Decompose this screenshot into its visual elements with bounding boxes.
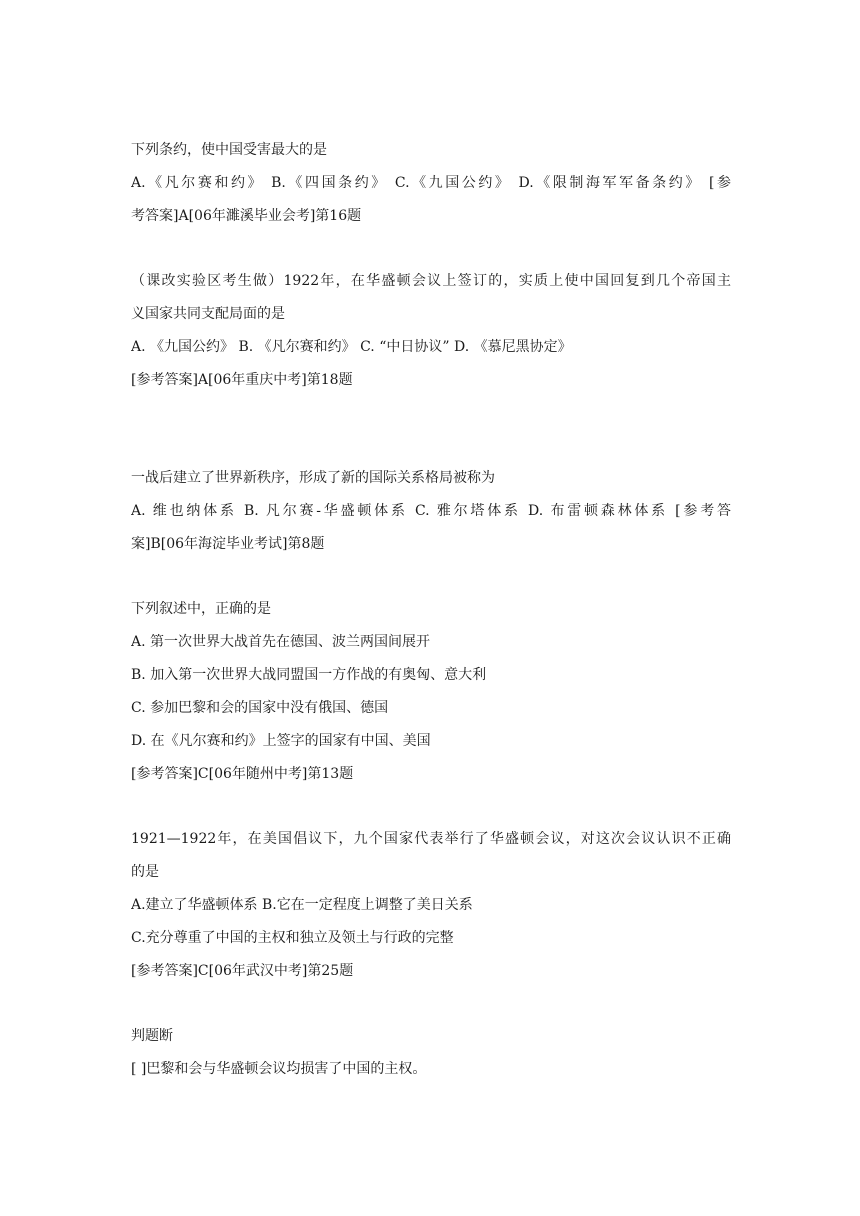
judgment-item: [ ]巴黎和会与华盛顿会议均损害了中国的主权。 xyxy=(131,1061,427,1077)
question-3-stem: 一战后建立了世界新秩序，形成了新的国际关系格局被称为 xyxy=(131,470,495,486)
question-3-answer: 案]B[06年海淀毕业考试]第8题 xyxy=(131,536,325,552)
question-5-option-c: C.充分尊重了中国的主权和独立及领土与行政的完整 xyxy=(131,930,454,946)
question-2-stem-line-1: （课改实验区考生做）1922年，在华盛顿会议上签订的，实质上使中国回复到几个帝国主 xyxy=(131,273,731,289)
question-4-option-b: B. 加入第一次世界大战同盟国一方作战的有奥匈、意大利 xyxy=(131,667,487,683)
question-3 xyxy=(131,468,731,554)
question-2-stem-line-2: 义国家共同支配局面的是 xyxy=(131,306,285,322)
question-3-options: A. 维也纳体系 B. 凡尔赛-华盛顿体系 C. 雅尔塔体系 D. 布雷顿森林体系 [参考答 xyxy=(131,503,731,519)
document-content xyxy=(131,140,731,1079)
question-1-options: A.《凡尔赛和约》 B.《四国条约》 C.《九国公约》 D.《限制海军军备条约》 [参 xyxy=(131,175,731,191)
question-5-stem-line-1: 1921—1922年，在美国倡议下，九个国家代表举行了华盛顿会议，对这次会议认识不正确 xyxy=(131,831,731,847)
judgment-section xyxy=(131,1026,731,1079)
question-2 xyxy=(131,271,731,390)
question-2-answer: [参考答案]A[06年重庆中考]第18题 xyxy=(131,372,353,388)
question-5-stem-line-2: 的是 xyxy=(131,864,159,880)
question-5-options-ab: A.建立了华盛顿体系 B.它在一定程度上调整了美日关系 xyxy=(131,897,473,913)
question-5 xyxy=(131,829,731,981)
question-1 xyxy=(131,140,731,226)
question-1-stem: 下列条约，使中国受害最大的是 xyxy=(131,142,327,158)
judgment-heading: 判题断 xyxy=(131,1028,173,1044)
question-4-option-d: D. 在《凡尔赛和约》上签字的国家有中国、美国 xyxy=(131,733,431,749)
question-5-answer: [参考答案]C[06年武汉中考]第25题 xyxy=(131,963,354,979)
question-2-options: A. 《九国公约》 B. 《凡尔赛和约》 C. “中日协议” D. 《慕尼黑协定》 xyxy=(131,339,572,355)
question-1-answer: 考答案]A[06年濉溪毕业会考]第16题 xyxy=(131,208,362,224)
question-4-option-a: A. 第一次世界大战首先在德国、波兰两国间展开 xyxy=(131,634,431,650)
question-4-stem: 下列叙述中，正确的是 xyxy=(131,601,271,617)
question-4-option-c: C. 参加巴黎和会的国家中没有俄国、德国 xyxy=(131,700,389,716)
question-4 xyxy=(131,599,731,784)
question-4-answer: [参考答案]C[06年随州中考]第13题 xyxy=(131,766,354,782)
